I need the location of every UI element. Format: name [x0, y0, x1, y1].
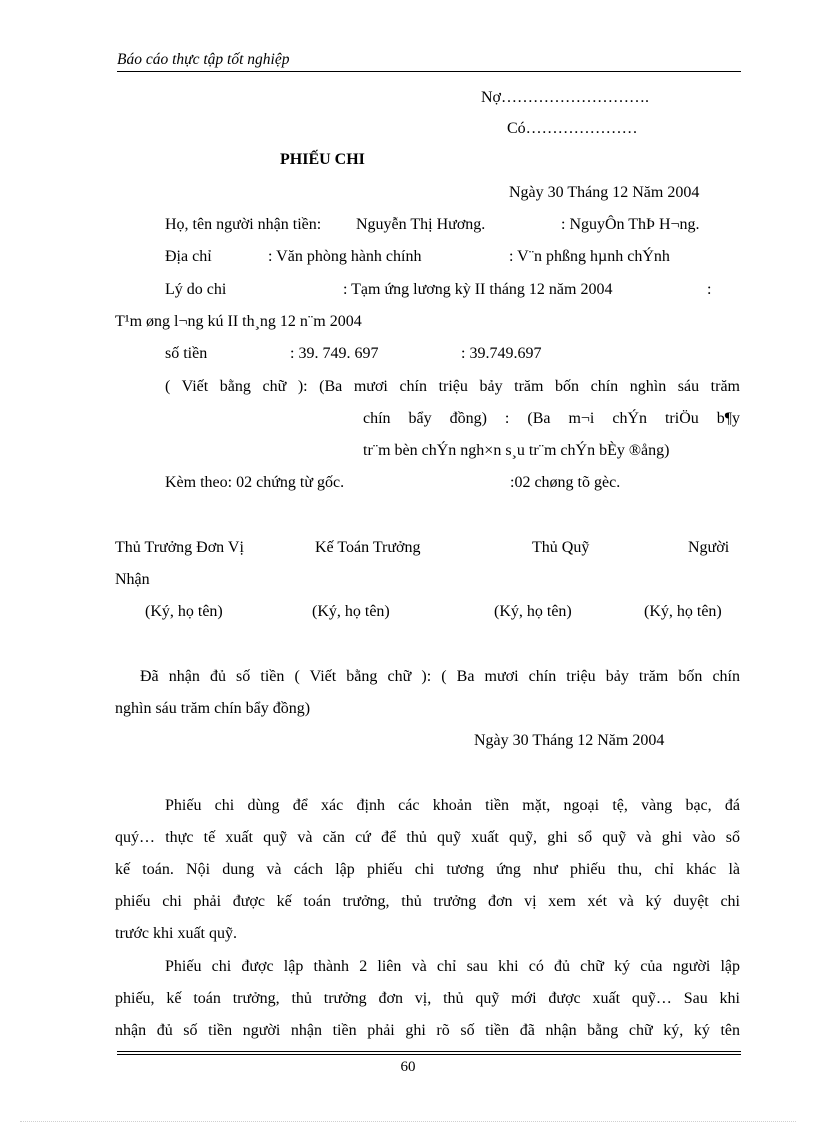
p2-line-2: phiếu, kế toán trưởng, thủ trưởng đơn vị, thủ quỹ mới được xuất quỹ… Sau khi [115, 990, 740, 1007]
attached-docs-garbled: :02 chøng tõ gèc. [510, 474, 621, 491]
in-words-line-3: tr¨m bèn chÝn ngh×n s¸u tr¨m chÝn bÈy ®ång) [363, 442, 670, 459]
recipient-label: Họ, tên người nhận tiền: [165, 216, 322, 233]
page-number: 60 [400, 1059, 416, 1075]
p1-line-3: kế toán. Nội dung và cách lập phiếu chi tương ứng như phiếu thu, chỉ khác là [115, 861, 740, 878]
reason-label: Lý do chi [165, 281, 227, 298]
address-label: Địa chỉ [165, 248, 212, 265]
receipt-line-2: nghìn sáu trăm chín bẩy đồng) [115, 700, 311, 717]
sign-note-1: (Ký, họ tên) [145, 603, 223, 620]
receipt-line-1: Đã nhận đủ số tiền ( Viết bằng chữ ): ( Ba mươi chín triệu bảy trăm bốn chín [140, 668, 740, 685]
address-value: : Văn phòng hành chính [268, 248, 422, 265]
header-rule [117, 71, 741, 72]
amount-garbled: : 39.749.697 [461, 345, 542, 362]
credit-line: Có………………… [507, 120, 638, 137]
p1-line-2: quý… thực tế xuất quỹ và căn cứ để thủ quỹ xuất quỹ, ghi sổ quỹ và ghi vào sổ [115, 829, 740, 846]
voucher-title: PHIẾU CHI [280, 151, 365, 168]
p2-line-3: nhận đủ số tiền người nhận tiền phải ghi rõ số tiền đã nhận bằng chữ ký, ký tên [115, 1022, 740, 1039]
in-words-line-2: chín bẩy đồng) : (Ba m¬i chÝn triÖu b¶y [363, 410, 740, 427]
amount-label: số tiền [165, 345, 208, 362]
footer-rule-bottom [117, 1054, 741, 1055]
sign-note-4: (Ký, họ tên) [644, 603, 722, 620]
debit-line: Nợ………………………. [481, 89, 650, 106]
amount-value: : 39. 749. 697 [290, 345, 379, 362]
reason-colon: : [707, 281, 712, 298]
address-garbled: : V¨n phßng hµnh chÝnh [509, 248, 670, 265]
reason-garbled: T¹m øng l¬ng kú II th¸ng 12 n¨m 2004 [115, 313, 362, 330]
role-cashier: Thủ Quỹ [532, 539, 590, 556]
receipt-date: Ngày 30 Tháng 12 Năm 2004 [474, 732, 665, 749]
footer-rule-top [117, 1051, 741, 1052]
p1-line-1: Phiếu chi dùng để xác định các khoản tiền mặt, ngoại tệ, vàng bạc, đá [165, 797, 740, 814]
role-recipient: Người [688, 539, 730, 556]
page-edge-dots [20, 1121, 796, 1122]
p1-line-5: trước khi xuất quỹ. [115, 925, 237, 942]
voucher-date: Ngày 30 Tháng 12 Năm 2004 [509, 184, 700, 201]
reason-value: : Tạm ứng lương kỳ II tháng 12 năm 2004 [343, 281, 613, 298]
p2-line-1: Phiếu chi được lập thành 2 liên và chỉ sau khi có đủ chữ ký của người lập [165, 958, 740, 975]
attached-docs: Kèm theo: 02 chứng từ gốc. [165, 474, 345, 491]
role-unit-head: Thủ Trưởng Đơn Vị [115, 539, 244, 556]
in-words-line-1: ( Viết bằng chữ ): (Ba mươi chín triệu bảy trăm bốn chín nghìn sáu trăm [165, 378, 740, 395]
role-chief-accountant: Kế Toán Trưởng [315, 539, 421, 556]
p1-line-4: phiếu chi phải được kế toán trưởng, thủ trưởng đơn vị xem xét và ký duyệt chi [115, 893, 740, 910]
recipient-value: Nguyễn Thị Hương. [356, 216, 486, 233]
sign-note-2: (Ký, họ tên) [312, 603, 390, 620]
sign-note-3: (Ký, họ tên) [494, 603, 572, 620]
role-recipient-overflow: Nhận [115, 571, 150, 588]
running-header: Báo cáo thực tập tốt nghiệp [117, 51, 290, 68]
recipient-garbled: : NguyÔn ThÞ H¬ng. [561, 216, 700, 233]
